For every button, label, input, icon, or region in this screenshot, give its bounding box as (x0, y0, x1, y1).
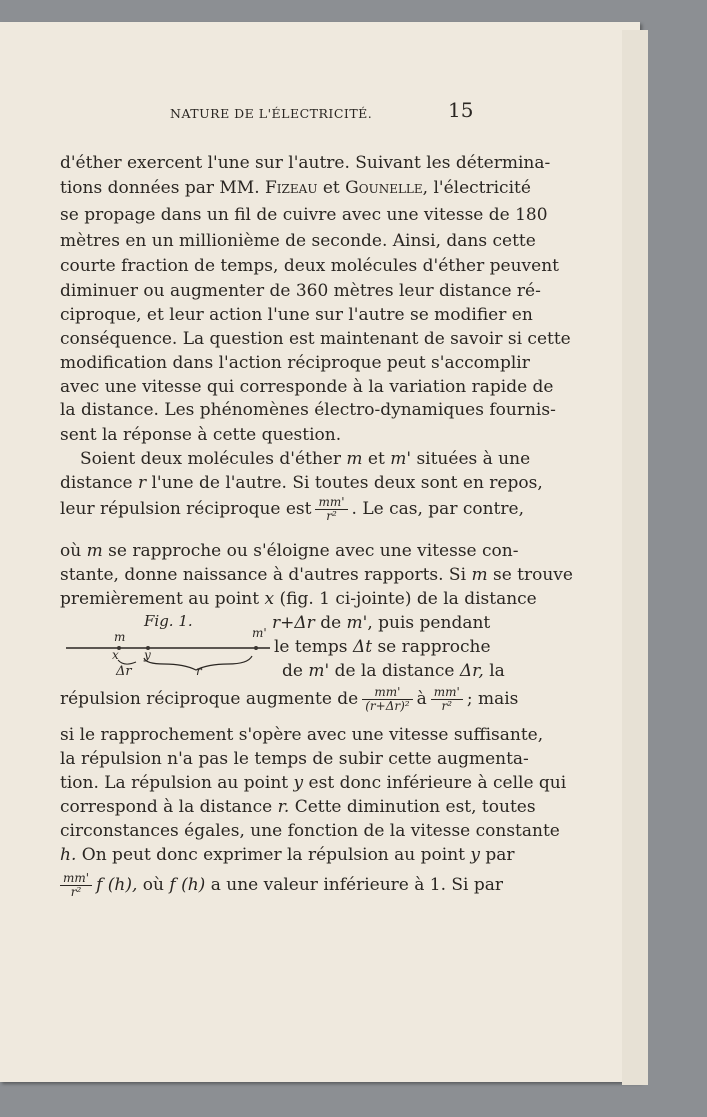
label-m: m (114, 630, 126, 644)
text-line: correspond à la distance r. Cette diminution est, toutes (60, 797, 536, 817)
figure-1 (64, 612, 274, 682)
text-line: si le rapprochement s'opère avec une vitesse suffisante, (60, 725, 544, 745)
text-line: tion. La répulsion au point y est donc inférieure à celle qui (60, 773, 567, 793)
label-x: x (112, 648, 119, 662)
label-r: r (196, 664, 202, 678)
fraction: $\frac{mm'}{\text{(r+Δr)²}}$ (362, 686, 412, 713)
text-line: Soient deux molécules d'éther m et m' situées à une (80, 449, 531, 469)
text-line: le temps Δt se rapproche (274, 637, 491, 657)
text-line: $\frac{mm'}{\text{r²}}$ f (h), où f (h) a une valeur inférieure à 1. Si par (60, 872, 485, 899)
text-line: distance r l'une de l'autre. Si toutes deux sont en repos, (60, 473, 543, 493)
text-line: diminuer ou augmenter de 360 mètres leur distance ré- (60, 281, 541, 301)
text-line: se propage dans un fil de cuivre avec une vitesse de 180 (60, 205, 548, 225)
label-mprime: m' (252, 626, 267, 640)
figure-caption: Fig. 1. (144, 612, 193, 630)
text-line: r+Δr de m', puis pendant (272, 613, 491, 633)
text-line: d'éther exercent l'une sur l'autre. Suivant les détermina- (60, 153, 551, 173)
label-delta-r: Δr (116, 664, 132, 679)
point-mprime (254, 646, 258, 650)
text-line: conséquence. La question est maintenant de savoir si cette (60, 329, 571, 349)
text-line: avec une vitesse qui corresponde à la variation rapide de (60, 377, 554, 397)
text-line: courte fraction de temps, deux molécules d'éther peuvent (60, 256, 559, 276)
text-line: sent la réponse à cette question. (60, 425, 342, 445)
text-line: de m' de la distance Δr, la (282, 661, 505, 681)
text-line: premièrement au point x (fig. 1 ci-jointe) de la distance (60, 589, 537, 609)
text-line: circonstances égales, une fonction de la vitesse constante (60, 821, 560, 841)
text-line: leur répulsion réciproque est $\frac{mm'}{\text{r²}}$ . Le cas, par contre, (60, 495, 524, 523)
page-number: 15 (448, 98, 474, 122)
text-line: h. On peut donc exprimer la répulsion au point y par (60, 845, 515, 865)
label-y: y (144, 648, 151, 662)
text-line: où m se rapproche ou s'éloigne avec une vitesse con- (60, 541, 519, 561)
fraction: $\frac{mm'}{\text{r²}}$ (60, 872, 92, 899)
text-line: tions données par MM. Fizeau et Gounelle, l'électricité (60, 178, 531, 198)
text-line: stante, donne naissance à d'autres rapports. Si m se trouve (60, 565, 573, 585)
fraction: $\frac{mm'}{\text{r²}}$ (315, 496, 347, 523)
figure-diagram (64, 612, 274, 682)
fraction: $\frac{mm'}{\text{r²}}$ (431, 686, 463, 713)
page-edge (622, 30, 648, 1085)
text-line: mètres en un millionième de seconde. Ainsi, dans cette (60, 231, 536, 251)
text-line: la répulsion n'a pas le temps de subir cette augmenta- (60, 749, 529, 769)
text-line: ciproque, et leur action l'une sur l'autre se modifier en (60, 305, 533, 325)
text-line: la distance. Les phénomènes électro-dynamiques fournis- (60, 400, 556, 420)
text-line: répulsion réciproque augmente de $\frac{mm'}{\text{(r+Δr)²}}$ à $\frac{mm'}{\text{r²}}$ ; mais (60, 685, 519, 713)
running-head: NATURE DE L'ÉLECTRICITÉ. (170, 106, 373, 121)
text-line: modification dans l'action réciproque peut s'accomplir (60, 353, 530, 373)
